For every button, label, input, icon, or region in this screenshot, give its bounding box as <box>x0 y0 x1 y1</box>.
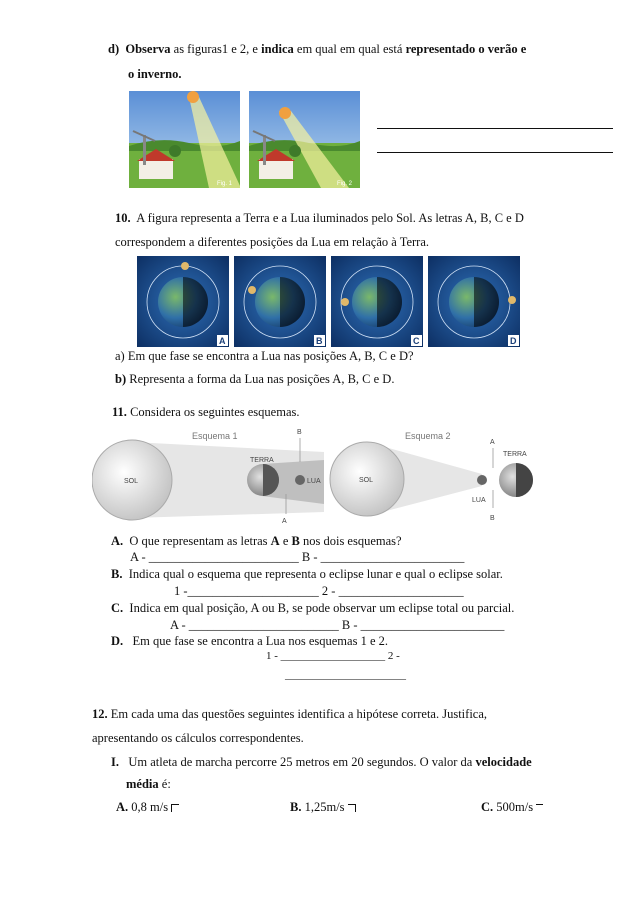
question-12-I-bold2: média <box>126 777 159 791</box>
diagram2-label-a: A <box>490 439 495 446</box>
question-11C-answer[interactable]: A - ________________________ B - _______________________ <box>170 618 505 632</box>
moon-panel-c <box>331 256 423 347</box>
question-d-text2: em qual em qual está <box>293 42 406 56</box>
diagram2-label-b: B <box>490 515 495 522</box>
moon-panel-letter: A <box>219 336 226 346</box>
question-11-intro: Considera os seguintes esquemas. <box>130 405 300 419</box>
question-d-letter: d) <box>108 42 120 56</box>
question-10-line1 <box>115 211 524 226</box>
question-11D <box>111 634 388 649</box>
question-11C-label: C. <box>111 601 124 615</box>
question-11A <box>111 534 402 549</box>
question-10-line2: correspondem a diferentes posições da Lua em relação à Terra. <box>115 235 430 249</box>
question-11-number: 11. <box>112 405 127 419</box>
diagram-2 <box>330 431 533 522</box>
question-d-line2: o inverno. <box>128 67 182 81</box>
option-a[interactable] <box>116 800 179 815</box>
option-b-label: B. <box>290 800 302 814</box>
question-d-line1 <box>108 42 526 57</box>
question-10a <box>115 349 414 364</box>
question-10b <box>115 372 394 387</box>
question-11B-answer[interactable]: 1 -_____________________ 2 - ____________________ <box>174 584 464 598</box>
checkbox-corner-icon[interactable] <box>348 804 356 812</box>
question-11A-answer[interactable]: A - ________________________ B - _______________________ <box>130 550 465 564</box>
option-a-label: A. <box>116 800 129 814</box>
question-11-line <box>112 405 299 420</box>
eclipse-diagrams <box>92 422 547 526</box>
question-11B <box>111 567 503 582</box>
question-11A-text3: nos dois esquemas? <box>299 534 402 548</box>
option-b[interactable] <box>290 800 356 815</box>
option-c-label: C. <box>481 800 494 814</box>
question-11B-label: B. <box>111 567 123 581</box>
option-a-value: 0,8 m/s <box>131 800 169 814</box>
question-11D-answer-2[interactable]: ______________________ <box>285 669 406 681</box>
question-12-I <box>111 755 532 770</box>
diagram1-label-a: A <box>282 518 287 525</box>
question-11A-text2: e <box>279 534 292 548</box>
question-10a-label: a) <box>115 349 125 363</box>
diagram1-title: Esquema 1 <box>192 431 238 441</box>
diagram1-label-b: B <box>297 429 302 436</box>
question-11D-answer-1[interactable]: 1 - ___________________ 2 - <box>266 650 400 662</box>
question-12-I-bold: velocidade <box>475 755 532 769</box>
fig1-label: Fig. 1 <box>217 181 233 187</box>
diagram-1 <box>92 429 324 525</box>
checkbox-line-icon[interactable] <box>536 804 543 812</box>
checkbox-corner-icon[interactable] <box>171 804 179 812</box>
question-12-text1: Em cada uma das questões seguintes identifica a hipótese correta. Justifica, <box>110 707 488 721</box>
moon-panel-letter: D <box>510 336 517 346</box>
question-10a-text: Em que fase se encontra a Lua nas posições A, B, C e D? <box>127 349 414 363</box>
moon-panel-letter: C <box>413 336 420 346</box>
question-11C <box>111 601 514 616</box>
question-12-I-label: I. <box>111 755 119 769</box>
question-11D-text: Em que fase se encontra a Lua nos esquemas 1 e 2. <box>132 634 388 648</box>
question-12-number: 12. <box>92 707 108 721</box>
question-d-verb1: Observa <box>125 42 171 56</box>
question-11B-text: Indica qual o esquema que representa o eclipse lunar e qual o eclipse solar. <box>128 567 503 581</box>
answer-line-2 <box>377 152 613 153</box>
question-11A-bold-b: B <box>291 534 300 548</box>
fig2-label: Fig. 2 <box>337 181 353 187</box>
diagram1-lua: LUA <box>307 478 321 485</box>
moon-panel-b <box>234 256 326 347</box>
option-c-value: 500m/s <box>496 800 534 814</box>
question-12-line2: apresentando os cálculos correspondentes. <box>92 731 304 745</box>
diagram2-terra: TERRA <box>503 451 527 458</box>
question-12-I-text: Um atleta de marcha percorre 25 metros em 20 segundos. O valor da <box>128 755 476 769</box>
question-10b-label: b) <box>115 372 127 386</box>
question-10b-text: Representa a forma da Lua nas posições A, B, C e D. <box>129 372 395 386</box>
option-c[interactable] <box>481 800 543 815</box>
diagram2-lua: LUA <box>472 497 486 504</box>
question-12-I-tail: é: <box>158 777 171 791</box>
question-d-bold-end: representado o verão e <box>405 42 527 56</box>
question-11A-label: A. <box>111 534 124 548</box>
season-figure-2 <box>249 91 360 188</box>
question-11A-bold-a: A <box>270 534 280 548</box>
season-figure-1 <box>129 91 240 188</box>
moon-panel-a <box>137 256 229 347</box>
question-12-line1 <box>92 707 487 722</box>
moon-panel-letter: B <box>316 336 323 346</box>
question-10-number: 10. <box>115 211 131 225</box>
moon-panel-d <box>428 256 520 347</box>
diagram1-terra: TERRA <box>250 457 274 464</box>
question-10-text1: A figura representa a Terra e a Lua iluminados pelo Sol. As letras A, B, C e D <box>136 211 524 225</box>
option-b-value: 1,25m/s <box>304 800 345 814</box>
question-11C-text: Indica em qual posição, A ou B, se pode observar um eclipse total ou parcial. <box>129 601 515 615</box>
answer-line-1 <box>377 128 613 129</box>
diagram2-sol: SOL <box>359 477 374 484</box>
question-12-I-line2 <box>126 777 171 792</box>
diagram2-title: Esquema 2 <box>405 431 451 441</box>
question-11A-text1: O que representam as letras <box>129 534 271 548</box>
moon-positions-figure <box>137 256 523 347</box>
question-d-text1: as figuras1 e 2, e <box>170 42 262 56</box>
question-d-verb2: indica <box>261 42 294 56</box>
diagram1-sol: SOL <box>124 478 139 485</box>
question-11D-label: D. <box>111 634 124 648</box>
